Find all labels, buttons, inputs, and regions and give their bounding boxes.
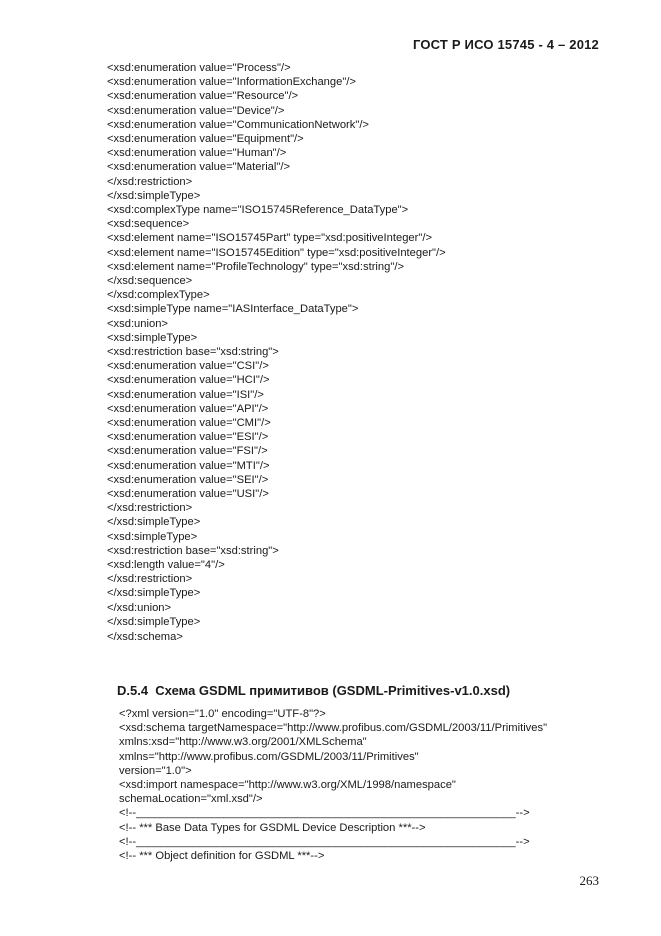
code-line: <xsd:restriction base="xsd:string"> (107, 544, 279, 557)
code-line: </xsd:complexType> (107, 289, 210, 302)
code-line: <xsd:enumeration value="SEI"/> (107, 473, 269, 486)
code-line: <xsd:enumeration value="API"/> (107, 402, 269, 415)
code-line: <xsd:enumeration value="HCI"/> (107, 374, 270, 387)
page-number: 263 (579, 873, 599, 888)
code-line: <xsd:length value="4"/> (107, 559, 225, 571)
section-heading: D.5.4 Схема GSDML примитивов (GSDML-Primitives-v1.0.xsd) (117, 683, 511, 698)
code-line: <xsd:enumeration value="CMI"/> (107, 417, 271, 429)
code-line: <xsd:complexType name="ISO15745Reference_DataType"> (107, 204, 409, 216)
code-line: <xsd:enumeration value="CSI"/> (107, 360, 269, 373)
code-line: <xsd:union> (107, 317, 168, 330)
code-line: <xsd:enumeration value="MTI"/> (107, 459, 270, 472)
code-line: <!-- *** Base Data Types for GSDML Device Description ***--> (119, 821, 426, 834)
code-line: <xsd:enumeration value="InformationExchange"/> (107, 76, 356, 89)
code-line: </xsd:simpleType> (107, 516, 201, 529)
code-line: </xsd:simpleType> (107, 587, 201, 600)
code-line: <xsd:element name="ISO15745Part" type="xsd:positiveInteger"/> (107, 232, 432, 245)
code-line: <xsd:enumeration value="Human"/> (107, 147, 287, 160)
code-line: <xsd:element name="ISO15745Edition" type="xsd:positiveInteger"/> (107, 246, 446, 259)
code-line: <xsd:simpleType> (107, 331, 198, 344)
code-line: <xsd:import namespace="http://www.w3.org/XML/1998/namespace" (119, 779, 456, 791)
code-line: </xsd:restriction> (107, 573, 193, 586)
code-line: schemaLocation="xml.xsd"/> (119, 793, 263, 806)
code-line: <xsd:enumeration value="Equipment"/> (107, 133, 304, 145)
code-line: <xsd:enumeration value="FSI"/> (107, 445, 268, 458)
code-line: <xsd:schema targetNamespace="http://www.profibus.com/GSDML/2003/11/Primitives" (119, 722, 548, 735)
code-line: <xsd:enumeration value="USI"/> (107, 488, 269, 500)
code-line: <xsd:simpleType name="IASInterface_DataType"> (107, 303, 359, 316)
schema-close-line: </xsd:schema> (107, 631, 183, 643)
code-line: <xsd:enumeration value="Resource"/> (107, 90, 299, 103)
code-line: <xsd:enumeration value="Device"/> (107, 104, 285, 117)
code-line: <xsd:enumeration value="CommunicationNetwork"/> (107, 118, 369, 131)
code-line: <xsd:simpleType> (107, 530, 198, 543)
code-line: <xsd:enumeration value="Material"/> (107, 161, 291, 174)
code-line: <xsd:enumeration value="Process"/> (107, 62, 291, 74)
code-line: <xsd:enumeration value="ISI"/> (107, 388, 264, 401)
code-line: </xsd:simpleType> (107, 189, 201, 202)
code-line: xmlns:xsd="http://www.w3.org/2001/XMLSchema" (119, 736, 367, 749)
code-line: </xsd:restriction> (107, 502, 193, 515)
code-line: xmlns="http://www.profibus.com/GSDML/2003/11/Primitives" (119, 750, 419, 763)
code-line: </xsd:union> (107, 601, 172, 614)
code-line: version="1.0"> (119, 764, 192, 777)
code-line: </xsd:simpleType> (107, 615, 201, 628)
page-header-standard: ГОСТ Р ИСО 15745 - 4 – 2012 (412, 37, 599, 52)
code-line: <xsd:sequence> (107, 218, 190, 231)
code-line: <?xml version="1.0" encoding="UTF-8"?> (119, 708, 326, 720)
code-line: <!--_____________________________________________________________--> (119, 835, 530, 848)
code-line: </xsd:sequence> (107, 275, 193, 287)
code-line: <xsd:enumeration value="ESI"/> (107, 431, 269, 444)
code-line: <!-- *** Object definition for GSDML ***--> (119, 850, 325, 862)
code-line: <!--_____________________________________________________________--> (119, 807, 530, 820)
code-line: <xsd:element name="ProfileTechnology" type="xsd:string"/> (107, 260, 404, 273)
code-line: </xsd:restriction> (107, 175, 193, 188)
code-line: <xsd:restriction base="xsd:string"> (107, 346, 279, 358)
